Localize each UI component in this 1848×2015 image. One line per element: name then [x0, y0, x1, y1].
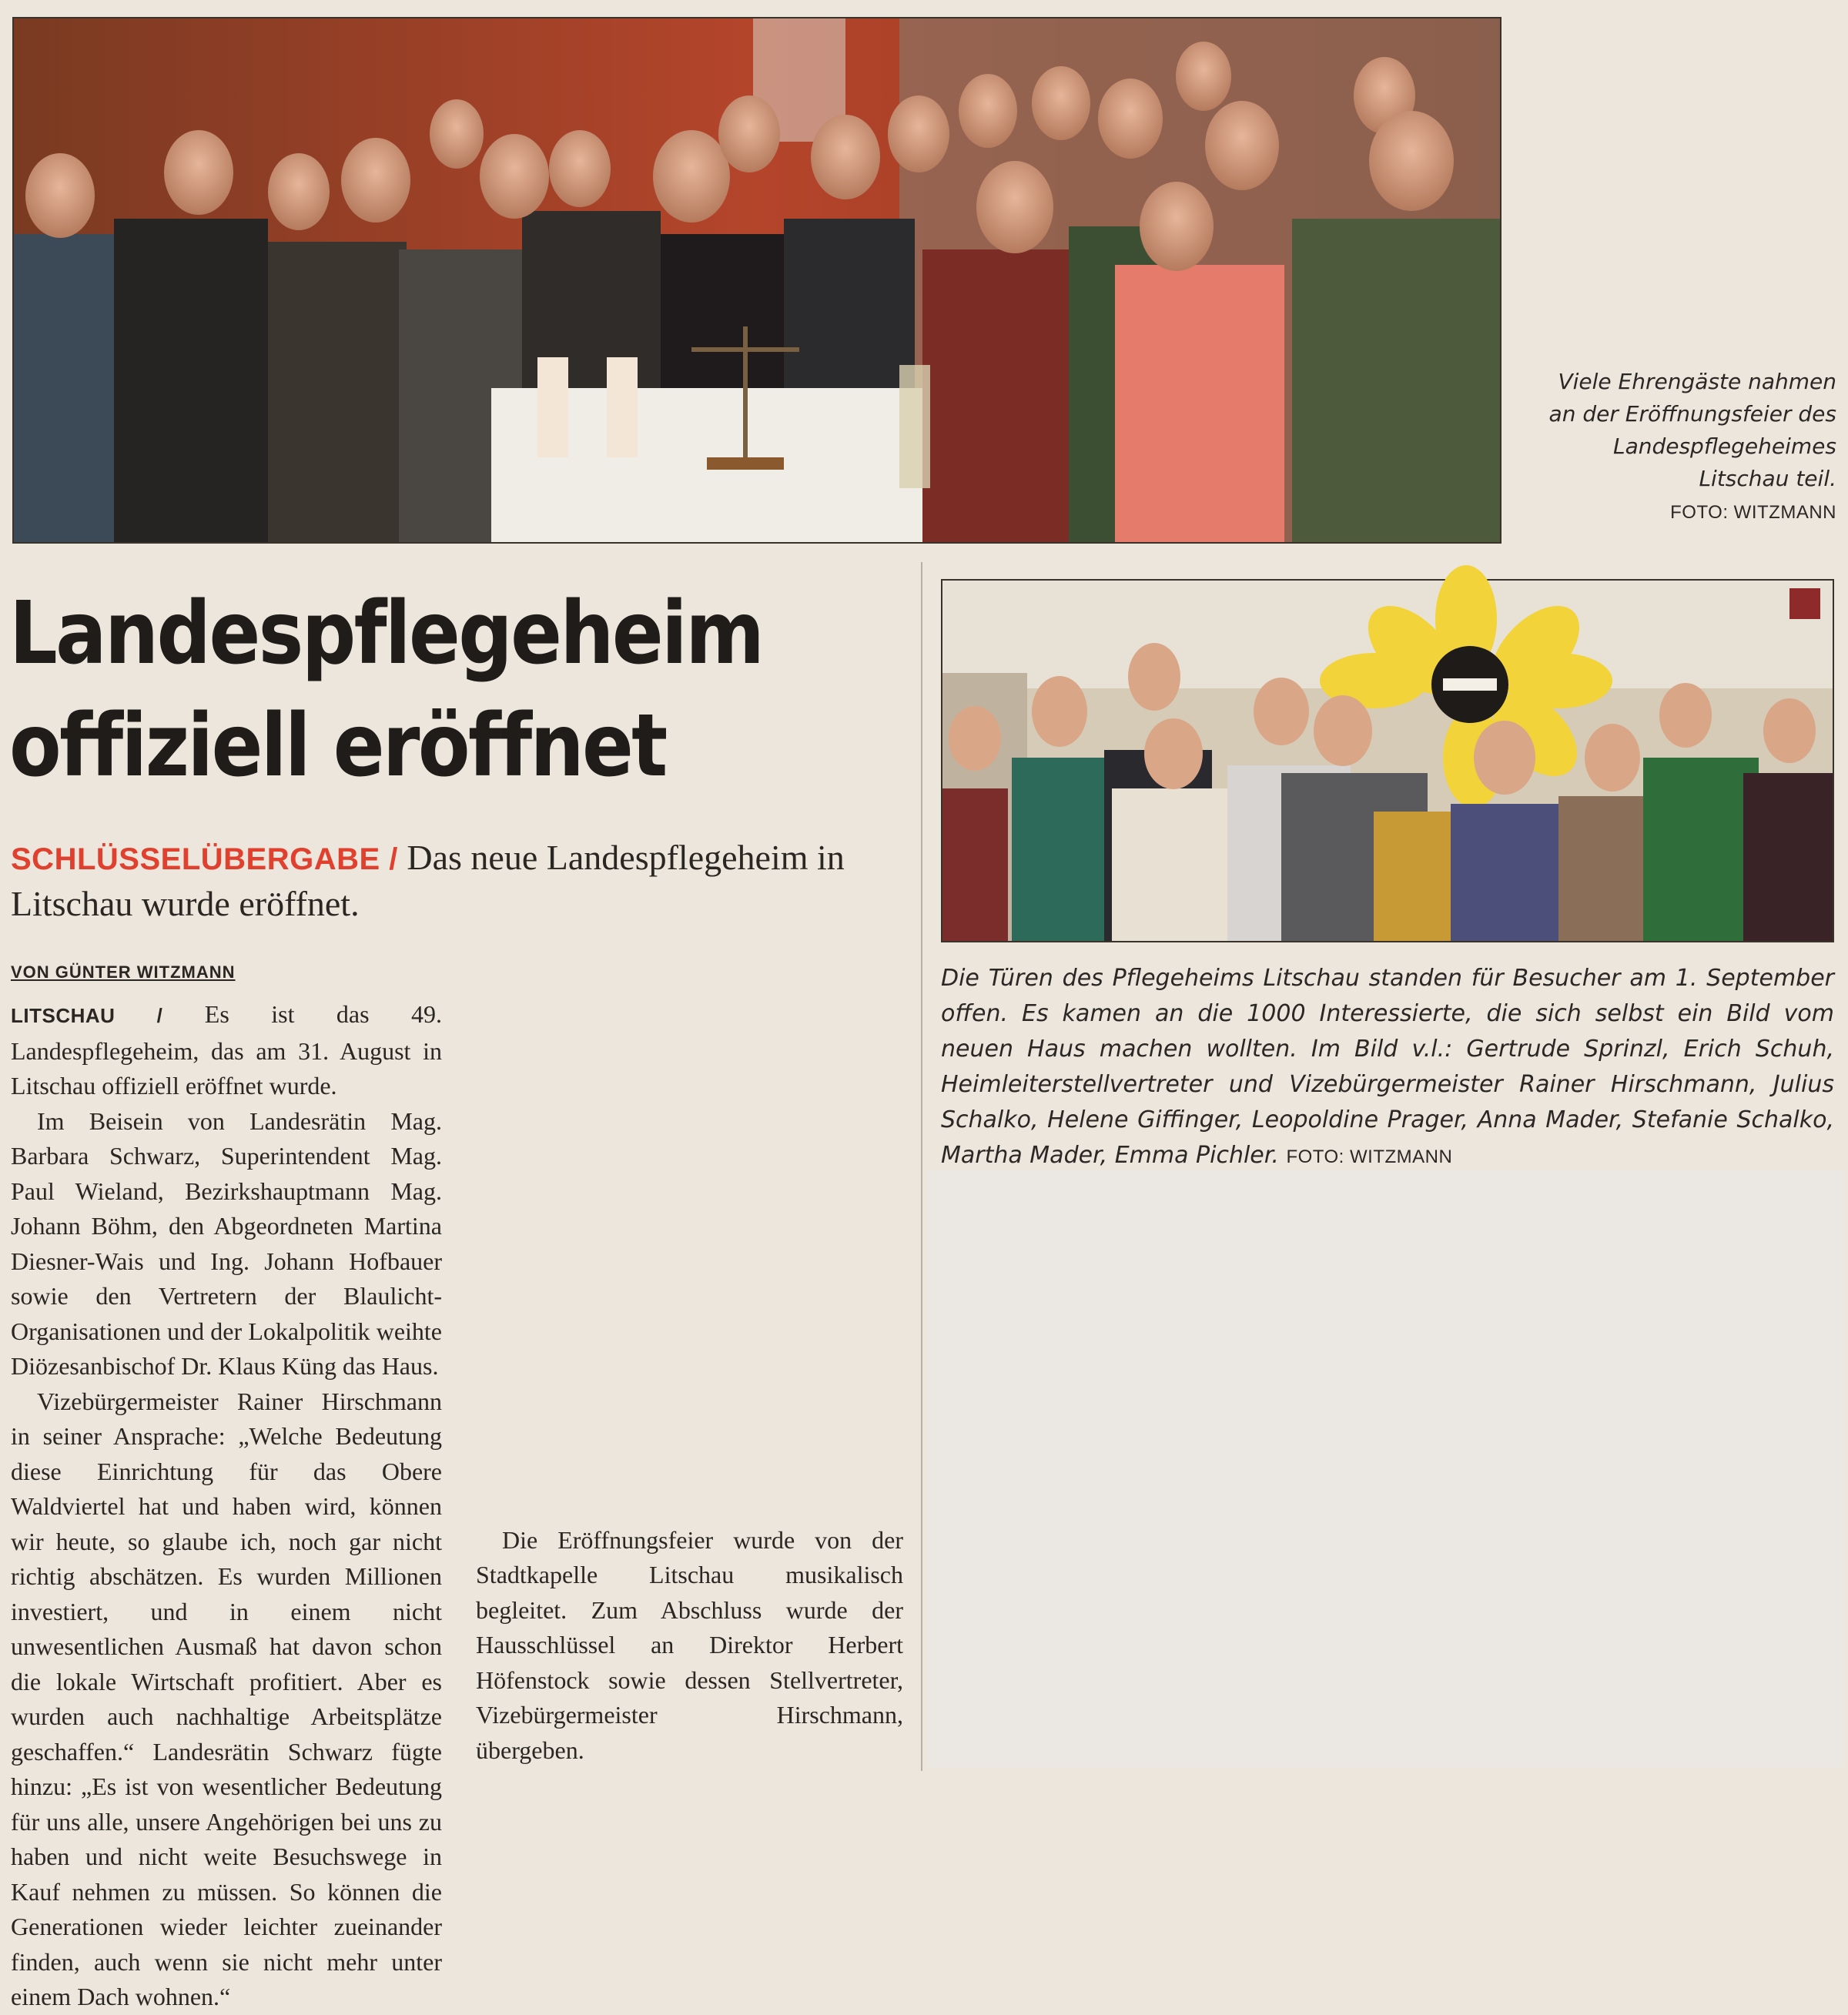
blank-paper-area	[928, 1170, 1844, 1767]
visitors-open-house-photo	[941, 579, 1834, 942]
column-divider	[921, 562, 922, 1771]
kicker-text: Das neue Landespflegeheim in Litschau wurde eröffnet.	[11, 838, 845, 923]
top-photo-caption-text: Viele Ehrengäste nahmen an der Eröffnungsfeier des Landespflegeheimes Litschau teil.	[1548, 369, 1836, 491]
group-photo-opening-ceremony	[12, 17, 1502, 544]
article-paragraph-4: Die Eröffnungsfeier wurde von der Stadtkapelle Litschau musikalisch begleitet. Zum Abschluss wurde der Hausschlüssel an Direktor Herbert Höfenstock sowie dessen Stellvertreter, Vizebürgermeister Hirschmann, übergeben.	[476, 1525, 903, 1764]
headline-line-2: offiziell eröffnet	[9, 696, 666, 796]
kicker	[11, 835, 927, 926]
kicker-keyword: SCHLÜSSELÜBERGABE /	[11, 842, 398, 876]
article-paragraph-1	[11, 997, 442, 1104]
right-photo-caption-text: Die Türen des Pflegeheims Litschau standen für Besucher am 1. September offen. Es kamen an die 1000 Interessierte, die sich selbst ein Bild vom neuen Haus machen wollten. Im Bild v.l.: Gertrude Sprinzl, Erich Schuh, Heimleiterstellvertreter und Vizebürgermeister Rainer Hirschmann, Julius Schalko, Helene Giffinger, Leopoldine Prager, Anna Mader, Stefanie Schalko, Martha Mader, Emma Pichler.	[941, 965, 1834, 1169]
article-paragraph-2: Im Beisein von Landesrätin Mag. Barbara Schwarz, Superintendent Mag. Paul Wieland, Bezirkshauptmann Mag. Johann Böhm, den Abgeordneten Martina Diesner-Wais und Ing. Johann Hofbauer sowie den Vertretern der Blaulicht-Organisationen und der Lokalpolitik weihte Diözesanbischof Dr. Klaus Küng das Haus.	[11, 1106, 442, 1380]
right-photo-credit: FOTO: WITZMANN	[1286, 1146, 1453, 1167]
byline: VON GÜNTER WITZMANN	[11, 962, 236, 982]
article-column-1	[11, 997, 443, 2010]
paragraph-1-text: Es ist das 49. Landespflegeheim, das am 31. August in Litschau offiziell eröffnet wurde.	[11, 1000, 443, 1100]
headline	[9, 577, 815, 802]
right-photo-caption	[941, 961, 1834, 1175]
article-column-2	[476, 962, 903, 1771]
headline-line-1: Landespflegeheim	[9, 584, 763, 684]
top-photo-caption	[1528, 366, 1836, 529]
dateline: LITSCHAU /	[11, 1004, 163, 1027]
top-photo-credit: FOTO: WITZMANN	[1670, 502, 1836, 523]
article-paragraph-3: Vizebürgermeister Rainer Hirschmann in seiner Ansprache: „Welche Bedeutung diese Einrichtung für das Obere Waldviertel hat und haben wird, können wir heute, so glaube ich, noch gar nicht richtig abschätzen. Es wurden Millionen investiert, und in einem nicht unwesentlichen Ausmaß hat davon schon die lokale Wirtschaft profitiert. Aber es wurden auch nachhaltige Arbeitsplätze geschaffen.“ Landesrätin Schwarz fügte hinzu: „Es ist von wesentlicher Bedeutung für uns alle, unsere Angehörigen bei uns zu haben und nicht weite Besuchswege in Kauf nehmen zu müssen. So können die Generationen wieder leichter zueinander finden, auch wenn sie nicht mehr unter einem Dach wohnen.“	[11, 1387, 442, 2010]
